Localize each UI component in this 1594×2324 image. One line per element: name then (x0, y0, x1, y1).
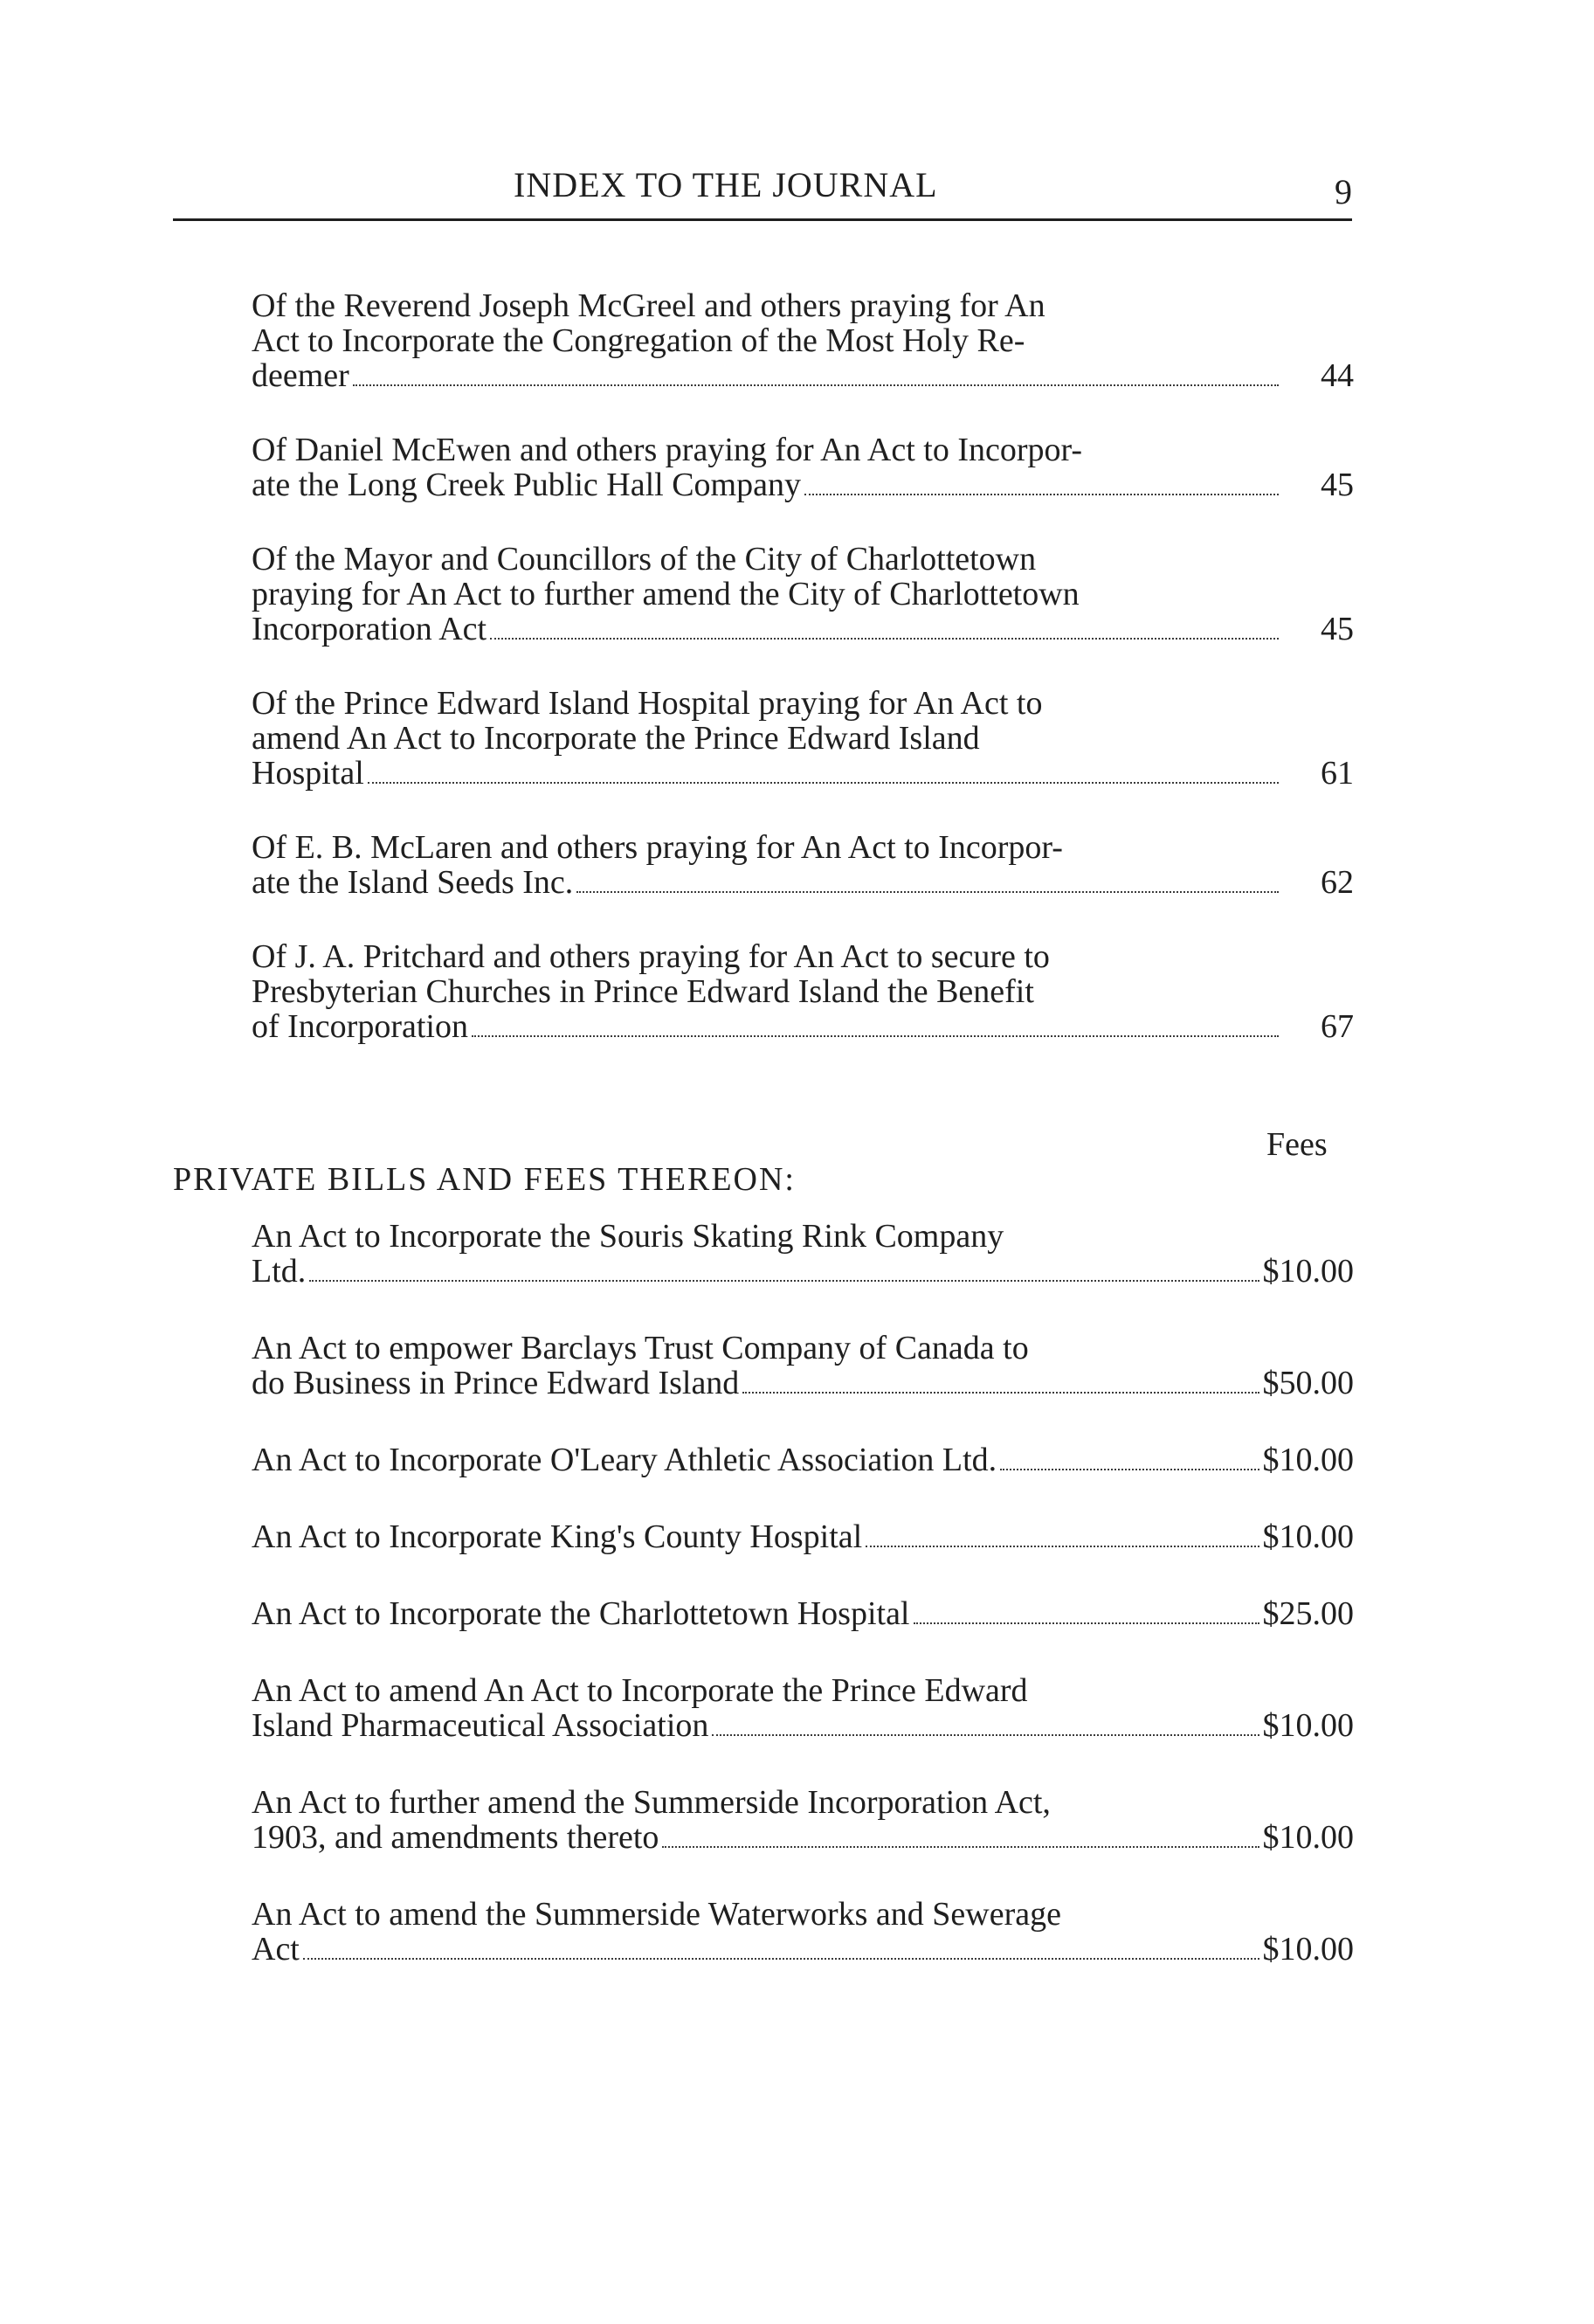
entry-page-number: 45 (1321, 467, 1354, 503)
bill-fee: $10.00 (1262, 1931, 1354, 1968)
entry-page-number: 67 (1321, 1008, 1354, 1045)
dot-leader (576, 890, 1279, 893)
bill-entry (252, 1673, 1354, 1743)
dot-leader (712, 1733, 1259, 1736)
entry-last-line (252, 865, 1282, 900)
bill-last-line (252, 1254, 1354, 1289)
bill-line: An Act to amend the Summerside Waterworks and Sewerage (252, 1896, 1061, 1933)
entry-line: Hospital (252, 755, 364, 792)
bill-fee: $50.00 (1262, 1365, 1354, 1401)
bill-last-line (252, 1442, 1354, 1477)
header-rule (173, 218, 1352, 221)
bill-line: An Act to empower Barclays Trust Company of Canada to (252, 1330, 1029, 1366)
petition-entry (252, 939, 1354, 1044)
entry-last-line (252, 1009, 1282, 1044)
entry-line: Of Daniel McEwen and others praying for An Act to Incorpor- (252, 432, 1083, 468)
dot-leader (662, 1845, 1259, 1848)
petition-entry (252, 288, 1354, 393)
entry-last-line (252, 756, 1282, 791)
bill-last-line (252, 1932, 1354, 1967)
bill-last-line (252, 1596, 1354, 1631)
dot-leader (866, 1545, 1259, 1547)
entry-last-line (252, 467, 1282, 502)
bill-line: Act (252, 1931, 300, 1968)
bill-fee: $10.00 (1262, 1819, 1354, 1856)
bill-line: An Act to Incorporate the Souris Skating Rink Company (252, 1218, 1004, 1255)
bill-fee: $10.00 (1262, 1518, 1354, 1555)
petition-entry (252, 432, 1354, 502)
section-heading: PRIVATE BILLS AND FEES THEREON: (173, 1161, 796, 1198)
entry-line: of Incorporation (252, 1008, 468, 1045)
petition-entry (252, 542, 1354, 647)
bill-entry (252, 1219, 1354, 1289)
dot-leader (303, 1957, 1259, 1960)
bill-last-line (252, 1708, 1354, 1743)
bill-line: Ltd. (252, 1253, 307, 1290)
bill-line: do Business in Prince Edward Island (252, 1365, 740, 1401)
entry-page-number: 62 (1321, 864, 1354, 901)
entry-line: Of the Mayor and Councillors of the City of Charlottetown (252, 541, 1037, 578)
bill-fee: $10.00 (1262, 1707, 1354, 1744)
entry-last-line (252, 358, 1282, 393)
bill-line: 1903, and amendments thereto (252, 1819, 659, 1856)
entry-line: Incorporation Act (252, 611, 487, 647)
dot-leader (490, 637, 1279, 640)
petition-list (252, 288, 1354, 1083)
bill-line: An Act to Incorporate O'Leary Athletic Association Ltd. (252, 1442, 997, 1478)
entry-line: Presbyterian Churches in Prince Edward Island the Benefit (252, 973, 1034, 1010)
fees-column-heading: Fees (1266, 1126, 1328, 1163)
bill-last-line (252, 1519, 1354, 1554)
petition-entry (252, 686, 1354, 791)
bill-entry (252, 1596, 1354, 1631)
bill-entry (252, 1897, 1354, 1967)
entry-line: Of J. A. Pritchard and others praying for An Act to secure to (252, 938, 1050, 975)
bill-line: An Act to Incorporate King's County Hospital (252, 1518, 863, 1555)
entry-line: Of the Prince Edward Island Hospital praying for An Act to (252, 685, 1043, 722)
bill-fee: $10.00 (1262, 1253, 1354, 1290)
bill-line: An Act to amend An Act to Incorporate the Prince Edward (252, 1672, 1028, 1709)
page-header (173, 156, 1352, 217)
entry-page-number: 44 (1321, 357, 1354, 394)
dot-leader (1000, 1468, 1259, 1470)
bill-last-line (252, 1366, 1354, 1401)
entry-page-number: 61 (1321, 755, 1354, 792)
dot-leader (353, 384, 1279, 386)
entry-line: praying for An Act to further amend the City of Charlottetown (252, 576, 1080, 612)
bill-line: Island Pharmaceutical Association (252, 1707, 709, 1744)
page-number: 9 (1335, 172, 1352, 211)
private-bills-list (252, 1219, 1354, 2009)
entry-line: Of E. B. McLaren and others praying for An Act to Incorpor- (252, 829, 1063, 866)
bill-entry (252, 1785, 1354, 1855)
dot-leader (309, 1279, 1259, 1282)
entry-line: Of the Reverend Joseph McGreel and others praying for An (252, 287, 1045, 324)
bill-line: An Act to Incorporate the Charlottetown Hospital (252, 1595, 910, 1632)
bill-last-line (252, 1820, 1354, 1855)
dot-leader (914, 1622, 1259, 1624)
dot-leader (742, 1391, 1259, 1394)
entry-page-number: 45 (1321, 611, 1354, 647)
entry-line: deemer (252, 357, 349, 394)
bill-entry (252, 1331, 1354, 1401)
entry-last-line (252, 612, 1282, 647)
entry-line: ate the Long Creek Public Hall Company (252, 467, 801, 503)
dot-leader (368, 781, 1279, 784)
petition-entry (252, 830, 1354, 900)
dot-leader (804, 493, 1279, 495)
bill-fee: $10.00 (1262, 1442, 1354, 1478)
bill-fee: $25.00 (1262, 1595, 1354, 1632)
running-title: INDEX TO THE JOURNAL (514, 165, 938, 204)
entry-line: ate the Island Seeds Inc. (252, 864, 574, 901)
entry-line: Act to Incorporate the Congregation of the Most Holy Re- (252, 322, 1025, 359)
entry-line: amend An Act to Incorporate the Prince Edward Island (252, 720, 980, 757)
dot-leader (472, 1034, 1279, 1037)
bill-entry (252, 1519, 1354, 1554)
bill-entry (252, 1442, 1354, 1477)
bill-line: An Act to further amend the Summerside Incorporation Act, (252, 1784, 1051, 1821)
